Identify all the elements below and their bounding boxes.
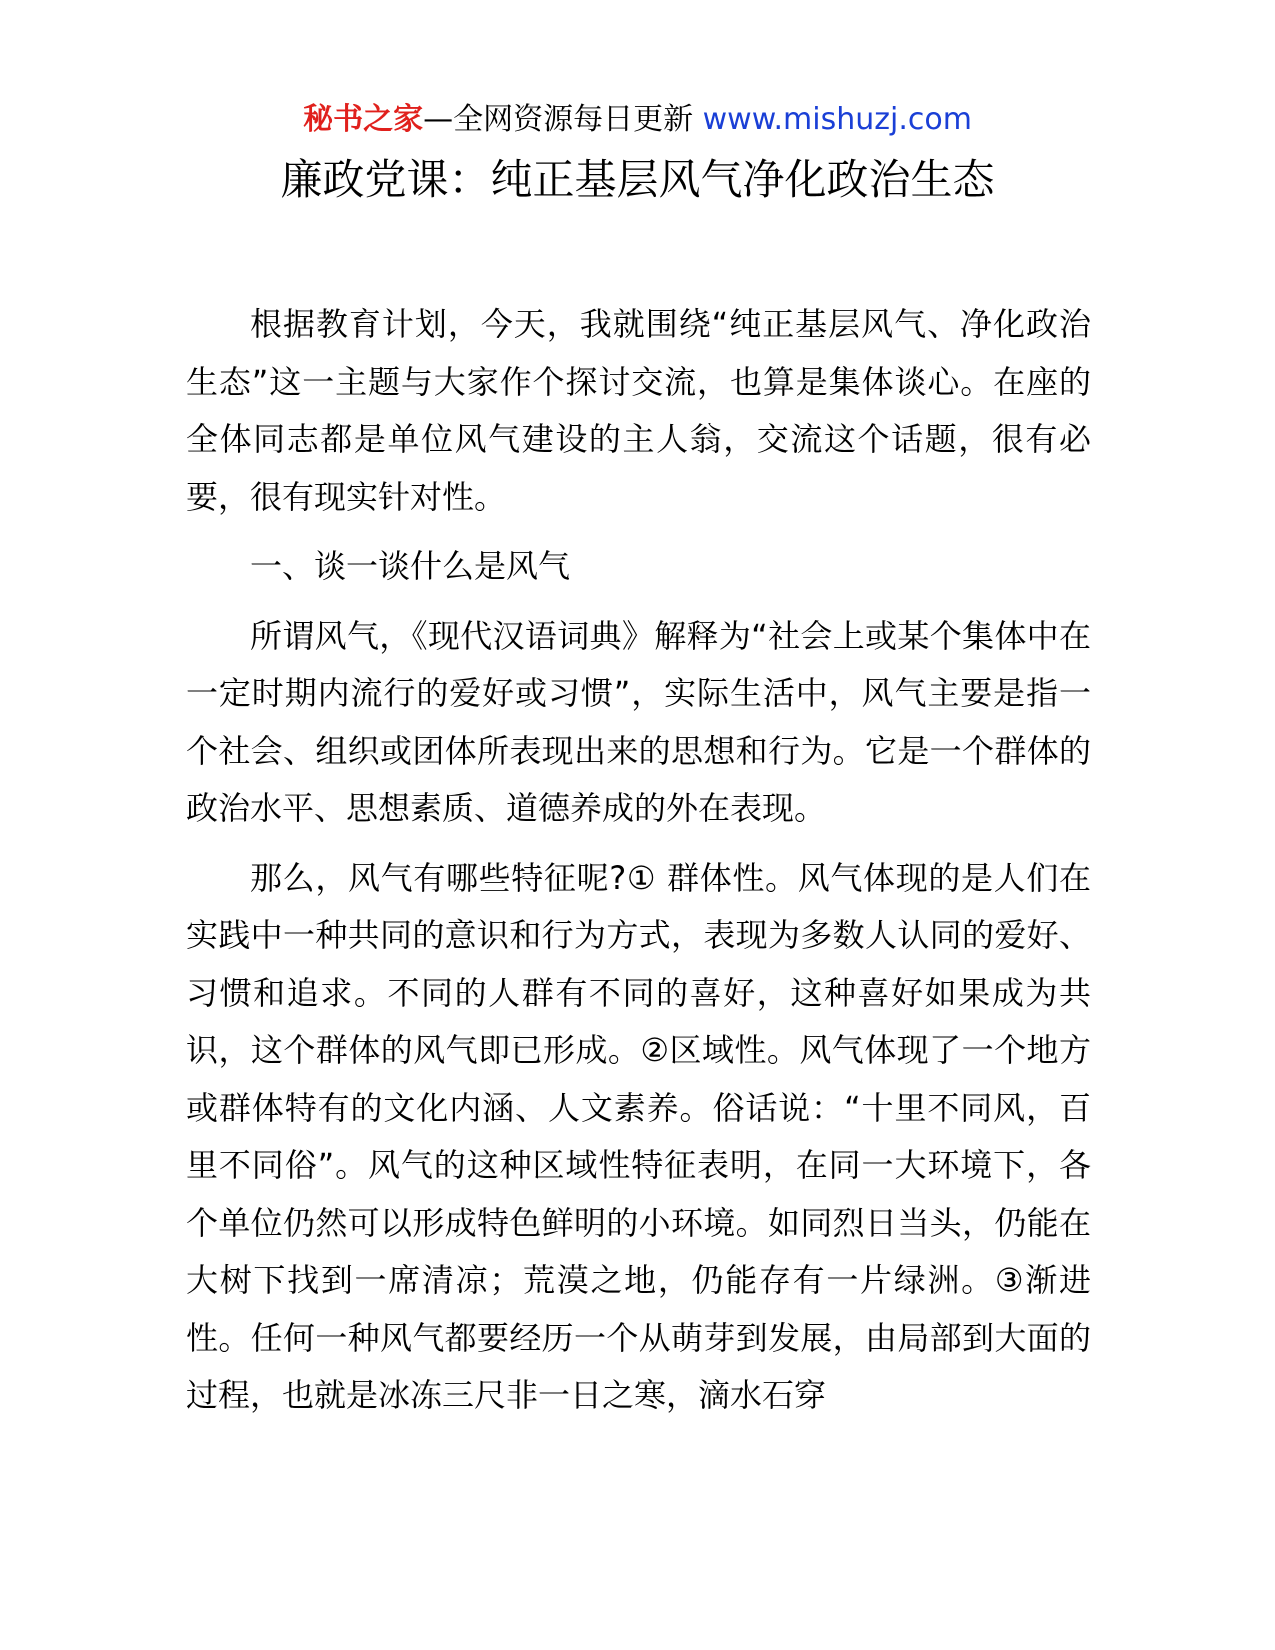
paragraph-features: 那么，风气有哪些特征呢?① 群体性。风气体现的是人们在实践中一种共同的意识和行为方式，表现为多数人认同的爱好、习惯和追求。不同的人群有不同的喜好，这种喜好如果成为共识，这个群体的风气即已形成。②区域性。风气体现了一个地方或群体特有的文化内涵、人文素养。俗话说：“十里不同风，百里不同俗”。风气的这种区域性特征表明，在同一大环境下，各个单位仍然可以形成特色鲜明的小环境。如同烈日当头，仍能在大树下找到一席清凉；荒漠之地，仍能存有一片绿洲。③渐进性。任何一种风气都要经历一个从萌芽到发展，由局部到大面的过程，也就是冰冻三尺非一日之寒，滴水石穿 — [186, 858, 1091, 1414]
paragraph-definition: 所谓风气，《现代汉语词典》解释为“社会上或某个集体中在一定时期内流行的爱好或习惯”，实际生活中，风气主要是指一个社会、组织或团体所表现出来的思想和行为。它是一个群体的政治水平、思想素质、道德养成的外在表现。 — [186, 616, 1091, 827]
section-heading-1: 一、谈一谈什么是风气 — [250, 547, 571, 585]
document-body — [186, 296, 1091, 1437]
paragraph-intro: 根据教育计划，今天，我就围绕“纯正基层风气、净化政治生态”这一主题与大家作个探讨交流，也算是集体谈心。在座的全体同志都是单位风气建设的主人翁，交流这个话题，很有必要，很有现实针对性。 — [186, 305, 1091, 516]
site-url[interactable]: www.mishuzj.com — [702, 102, 972, 137]
document-title: 廉政党课：纯正基层风气净化政治生态 — [280, 155, 995, 204]
brand-name: 秘书之家 — [303, 102, 424, 137]
header-slogan: —全网资源每日更新 — [423, 102, 703, 137]
site-header — [0, 100, 1275, 140]
